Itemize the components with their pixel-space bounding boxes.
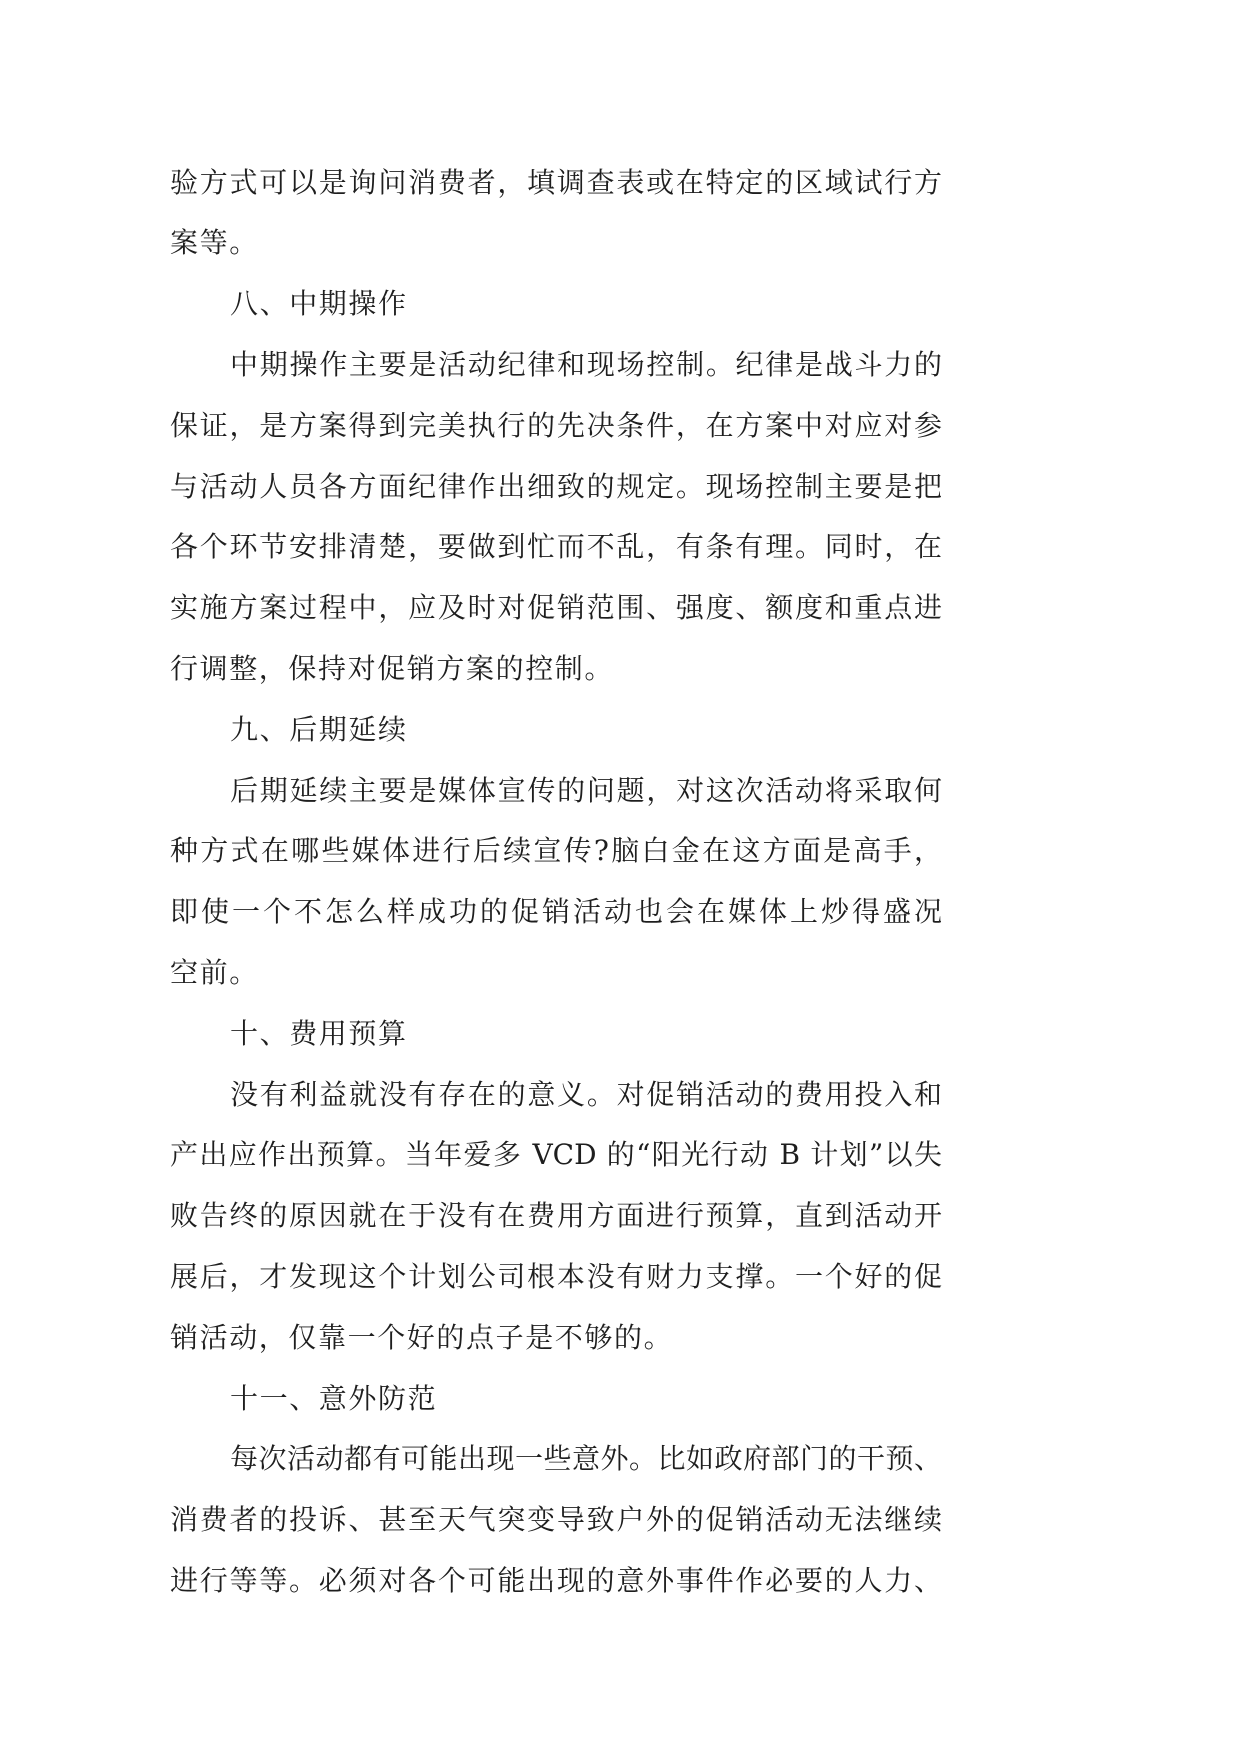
text-line: 消费者的投诉、甚至天气突变导致户外的促销活动无法继续 (170, 1503, 942, 1537)
text-line: 后期延续主要是媒体宣传的问题，对这次活动将采取何 (230, 773, 942, 807)
text-line: 进行等等。必须对各个可能出现的意外事件作必要的人力、 (170, 1563, 942, 1597)
text-line: 验方式可以是询问消费者，填调查表或在特定的区域试行方 (170, 165, 942, 199)
text-line: 实施方案过程中，应及时对促销范围、强度、额度和重点进 (170, 591, 942, 625)
text-line: 中期操作主要是活动纪律和现场控制。纪律是战斗力的 (230, 347, 942, 381)
text-line: 销活动，仅靠一个好的点子是不够的。 (170, 1320, 674, 1354)
text-line: 种方式在哪些媒体进行后续宣传?脑白金在这方面是高手， (170, 834, 942, 868)
text-line: 案等。 (170, 226, 259, 260)
section-heading: 九、后期延续 (230, 712, 408, 746)
text-line: 保证，是方案得到完美执行的先决条件，在方案中对应对参 (170, 408, 942, 442)
text-line: 没有利益就没有存在的意义。对促销活动的费用投入和 (230, 1077, 942, 1111)
section-heading: 八、中期操作 (230, 287, 408, 321)
section-heading: 十、费用预算 (230, 1016, 408, 1050)
text-line: 与活动人员各方面纪律作出细致的规定。现场控制主要是把 (170, 469, 942, 503)
text-line: 展后，才发现这个计划公司根本没有财力支撑。一个好的促 (170, 1259, 942, 1293)
text-line: 各个环节安排清楚，要做到忙而不乱，有条有理。同时，在 (170, 530, 942, 564)
text-line: 行调整，保持对促销方案的控制。 (170, 651, 615, 685)
document-body (170, 153, 942, 1612)
text-line: 空前。 (170, 955, 259, 989)
text-line: 产出应作出预算。当年爱多 VCD 的“阳光行动 B 计划”以失 (170, 1138, 942, 1172)
text-line: 即使一个不怎么样成功的促销活动也会在媒体上炒得盛况 (170, 895, 942, 929)
text-line: 败告终的原因就在于没有在费用方面进行预算，直到活动开 (170, 1199, 942, 1233)
section-heading: 十一、意外防范 (230, 1381, 438, 1415)
text-line: 每次活动都有可能出现一些意外。比如政府部门的干预、 (230, 1442, 942, 1476)
